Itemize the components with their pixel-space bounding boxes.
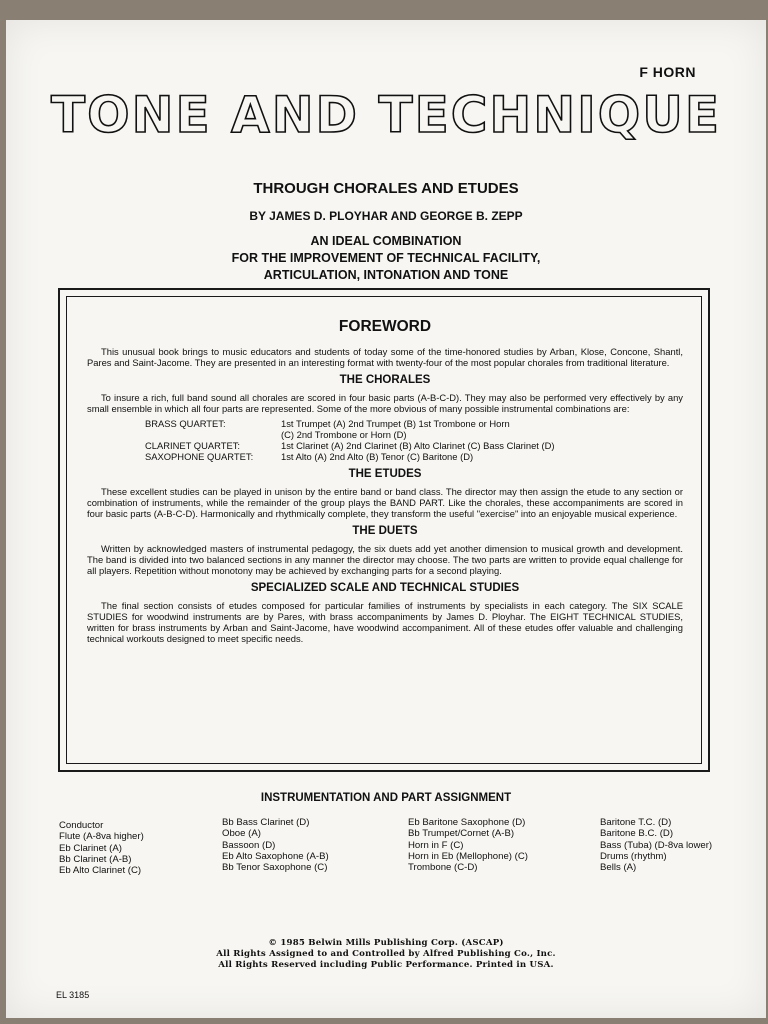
foreword-box (58, 288, 710, 772)
copyright-line: All Rights Reserved including Public Performance. Printed in USA. (218, 960, 554, 970)
quartet-parts: 1st Trumpet (A) 2nd Trumpet (B) 1st Trombone or Horn (281, 418, 510, 429)
authors-line: BY JAMES D. PLOYHAR AND GEORGE B. ZEPP (249, 209, 523, 223)
foreword-title: FOREWORD (338, 318, 432, 335)
quartet-row (145, 440, 683, 451)
tagline-line: ARTICULATION, INTONATION AND TONE (263, 268, 509, 282)
music-book-cover-page (6, 20, 766, 1018)
instrument-item: Bb Bass Clarinet (D) (222, 817, 310, 828)
quartet-parts: (C) 2nd Trombone or Horn (D) (281, 429, 407, 440)
quartet-label: BRASS QUARTET: (145, 418, 226, 429)
quartet-row (145, 429, 683, 440)
instrument-item: Bass (Tuba) (D-8va lower) (600, 839, 713, 851)
instrument-item: Flute (A-8va higher) (59, 831, 144, 843)
duets-heading: THE DUETS (352, 525, 418, 537)
chorales-text: To insure a rich, full band sound all chorales are scored in four basic parts (A-B-C-D). They may also be performed very effectively by any small ensemble in which all four parts are represented. Some of the more obvious of many possible instrumental combinations are: (87, 392, 683, 414)
instrument-item: Eb Clarinet (A) (59, 842, 122, 854)
instrument-column-1 (59, 820, 144, 876)
quartet-parts: 1st Clarinet (A) 2nd Clarinet (B) Alto Clarinet (C) Bass Clarinet (D) (281, 440, 555, 451)
instrument-item: Baritone T.C. (D) (600, 817, 672, 828)
instrument-item: Conductor (59, 820, 104, 831)
instrument-column-2 (222, 817, 329, 873)
instrument-item: Trombone (C-D) (408, 862, 478, 874)
instrument-item: Oboe (A) (222, 828, 261, 840)
chorales-heading: THE CHORALES (339, 374, 431, 386)
quartet-parts: 1st Alto (A) 2nd Alto (B) Tenor (C) Baritone (D) (281, 451, 474, 462)
duets-text: Written by acknowledged masters of instrumental pedagogy, the six duets add yet another dimension to musical growth and development. The band is divided into two balanced sections in any manner the director may choose. The two parts are written to provide equal challenge for all players. Repetition without monotony may be achieved by exchanging parts for a second playing. (87, 543, 683, 576)
quartet-row (145, 451, 683, 462)
instrument-item: Eb Baritone Saxophone (D) (408, 817, 526, 828)
part-label: F HORN (639, 64, 696, 80)
quartet-label: SAXOPHONE QUARTET: (145, 451, 254, 462)
book-subtitle: THROUGH CHORALES AND ETUDES (253, 180, 519, 197)
instrument-item: Horn in Eb (Mellophone) (C) (408, 850, 528, 862)
instrument-item: Bb Tenor Saxophone (C) (222, 862, 328, 874)
instrument-item: Bassoon (D) (222, 839, 276, 851)
instrument-item: Drums (rhythm) (600, 850, 667, 862)
copyright-notice (6, 938, 766, 971)
instrument-item: Bb Trumpet/Cornet (A-B) (408, 828, 515, 840)
book-title: TONE AND TECHNIQUE (51, 86, 721, 144)
instrument-item: Eb Alto Saxophone (A-B) (222, 850, 329, 862)
instrument-column-4 (600, 817, 712, 873)
quartet-label (145, 429, 281, 440)
instrument-item: Eb Alto Clarinet (C) (59, 865, 142, 877)
foreword-intro: This unusual book brings to music educators and students of today some of the time-honored studies by Arban, Klose, Concone, Shantl, Pares and Saint-Jacome. They are presented in an interesting format with twenty-four of the most popular chorales from traditional literature. (87, 346, 683, 368)
quartet-list (145, 418, 683, 462)
instrument-item: Bb Clarinet (A-B) (59, 853, 132, 865)
instrumentation-heading: INSTRUMENTATION AND PART ASSIGNMENT (260, 792, 512, 804)
quartet-label: CLARINET QUARTET: (145, 440, 240, 451)
specialized-studies-heading: SPECIALIZED SCALE AND TECHNICAL STUDIES (250, 582, 520, 594)
etudes-text: These excellent studies can be played in unison by the entire band or band class. The director may then assign the etude to any section or combination of instruments, while the remainder of the group plays the BAND PART. Like the chorales, these accompaniments are scored in four basic parts (A-B-C-D). Harmonically and rhythmically complete, they transform the useful "exercise" into an enjoyable musical experience. (87, 486, 683, 519)
tagline-line: AN IDEAL COMBINATION (310, 234, 462, 248)
etudes-heading: THE ETUDES (348, 468, 422, 480)
instrument-item: Baritone B.C. (D) (600, 828, 674, 840)
copyright-line: © 1985 Belwin Mills Publishing Corp. (ASCAP) (268, 938, 504, 948)
quartet-row (145, 418, 683, 429)
instrument-item: Bells (A) (600, 862, 637, 874)
specialized-studies-text: The final section consists of etudes composed for particular families of instruments by specialists in each category. The SIX SCALE STUDIES for woodwind instruments are by Pares, with brass accompaniments by James D. Ployhar. The EIGHT TECHNICAL STUDIES, written for brass instruments by Arban and Saint-Jacome, have woodwind accompaniment. All of these etudes offer valuable and challenging technical workouts designed to meet specific needs. (87, 600, 683, 644)
tagline (6, 233, 766, 284)
instrument-item: Horn in F (C) (408, 839, 464, 851)
instrument-column-3 (408, 817, 528, 873)
catalog-code: EL 3185 (56, 990, 90, 1000)
foreword-inner-border (66, 296, 702, 764)
copyright-line: All Rights Assigned to and Controlled by Alfred Publishing Co., Inc. (216, 949, 556, 959)
tagline-line: FOR THE IMPROVEMENT OF TECHNICAL FACILITY, (231, 251, 541, 265)
